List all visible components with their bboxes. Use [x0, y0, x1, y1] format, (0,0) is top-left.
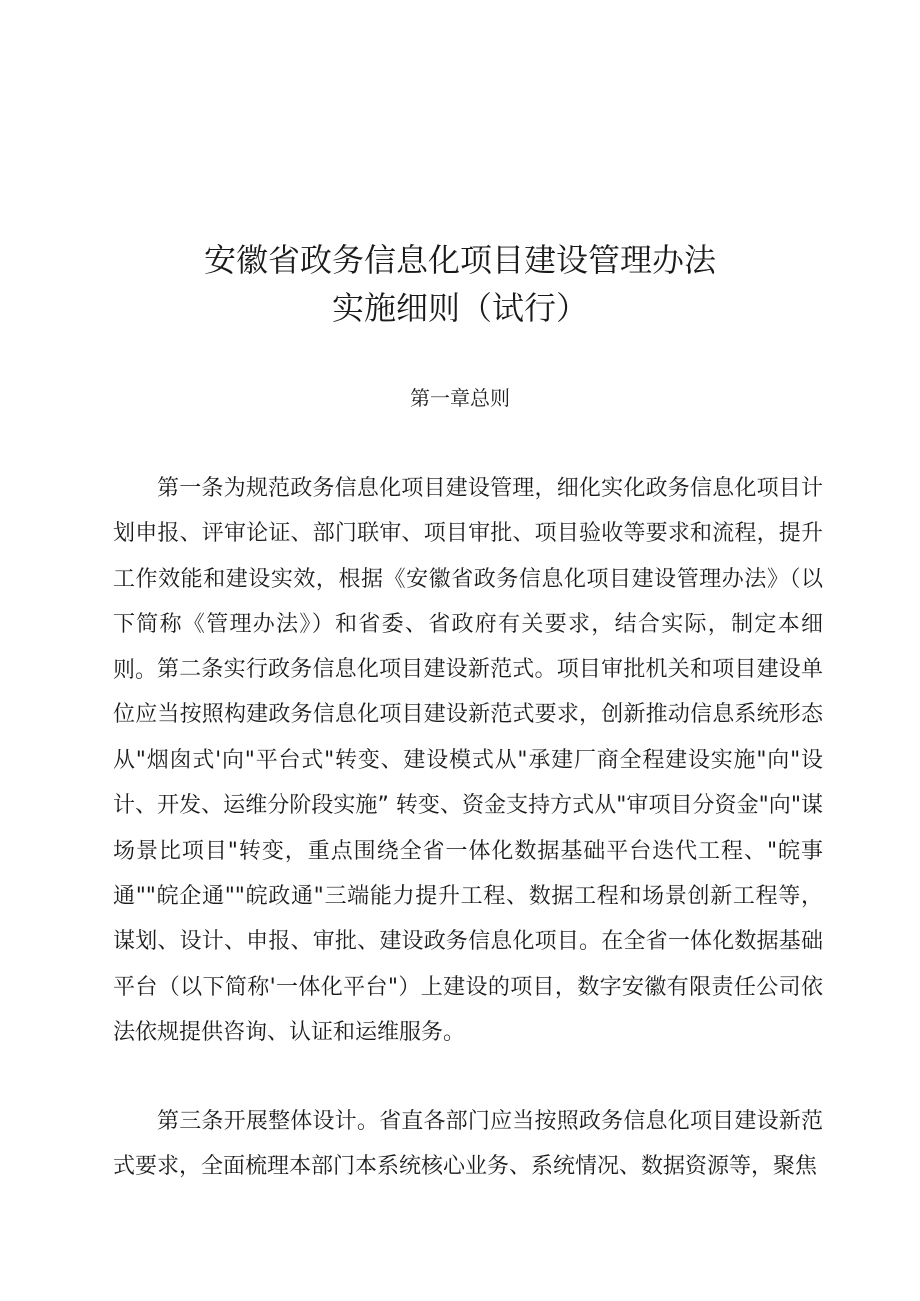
document-title-line-1: 安徽省政务信息化项目建设管理办法 — [203, 241, 716, 279]
document-title-line-2: 实施细则（试行） — [331, 289, 588, 327]
article-1-paragraph: 第一条为规范政务信息化项目建设管理，细化实化政务信息化项目计划申报、评审论证、部门联审、项目审批、项目验收等要求和流程，提升工作效能和建设实效，根据《安徽省政务信息化项目建设管理办法》（以下简称《管理办法》）和省委、省政府有关要求，结合实际，制定本细则。 — [113, 476, 823, 683]
article-3-paragraph: 第三条开展整体设计。省直各部门应当按照政务信息化项目建设新范式要求，全面梳理本部门本系统核心业务、系统情况、数据资源等，聚焦 — [113, 1109, 823, 1180]
article-2-paragraph: 第二条实行政务信息化项目建设新范式。项目审批机关和项目建设单位应当按照构建政务信息化项目建设新范式要求，创新推动信息系统形态从"烟囱式'向"平台式"转变、建设模式从"承建厂商全程建设实施"向"设计、开发、运维分阶段实施” 转变、资金支持方式从"审项目分资金"向"谋场景比项目"转变，重点围绕全省一体化数据基础平台迭代工程、"皖事通""皖企通""皖政通"三端能力提升工程、数据工程和场景创新工程等，谋划、设计、申报、审批、建设政务信息化项目。在全省一体化数据基础平台（以下简称'一体化平台"）上建设的项目，数字安徽有限责任公司依法依规提供咨询、认证和运维服务。 — [113, 657, 823, 1046]
chapter-heading: 第一章总则 — [410, 386, 510, 410]
